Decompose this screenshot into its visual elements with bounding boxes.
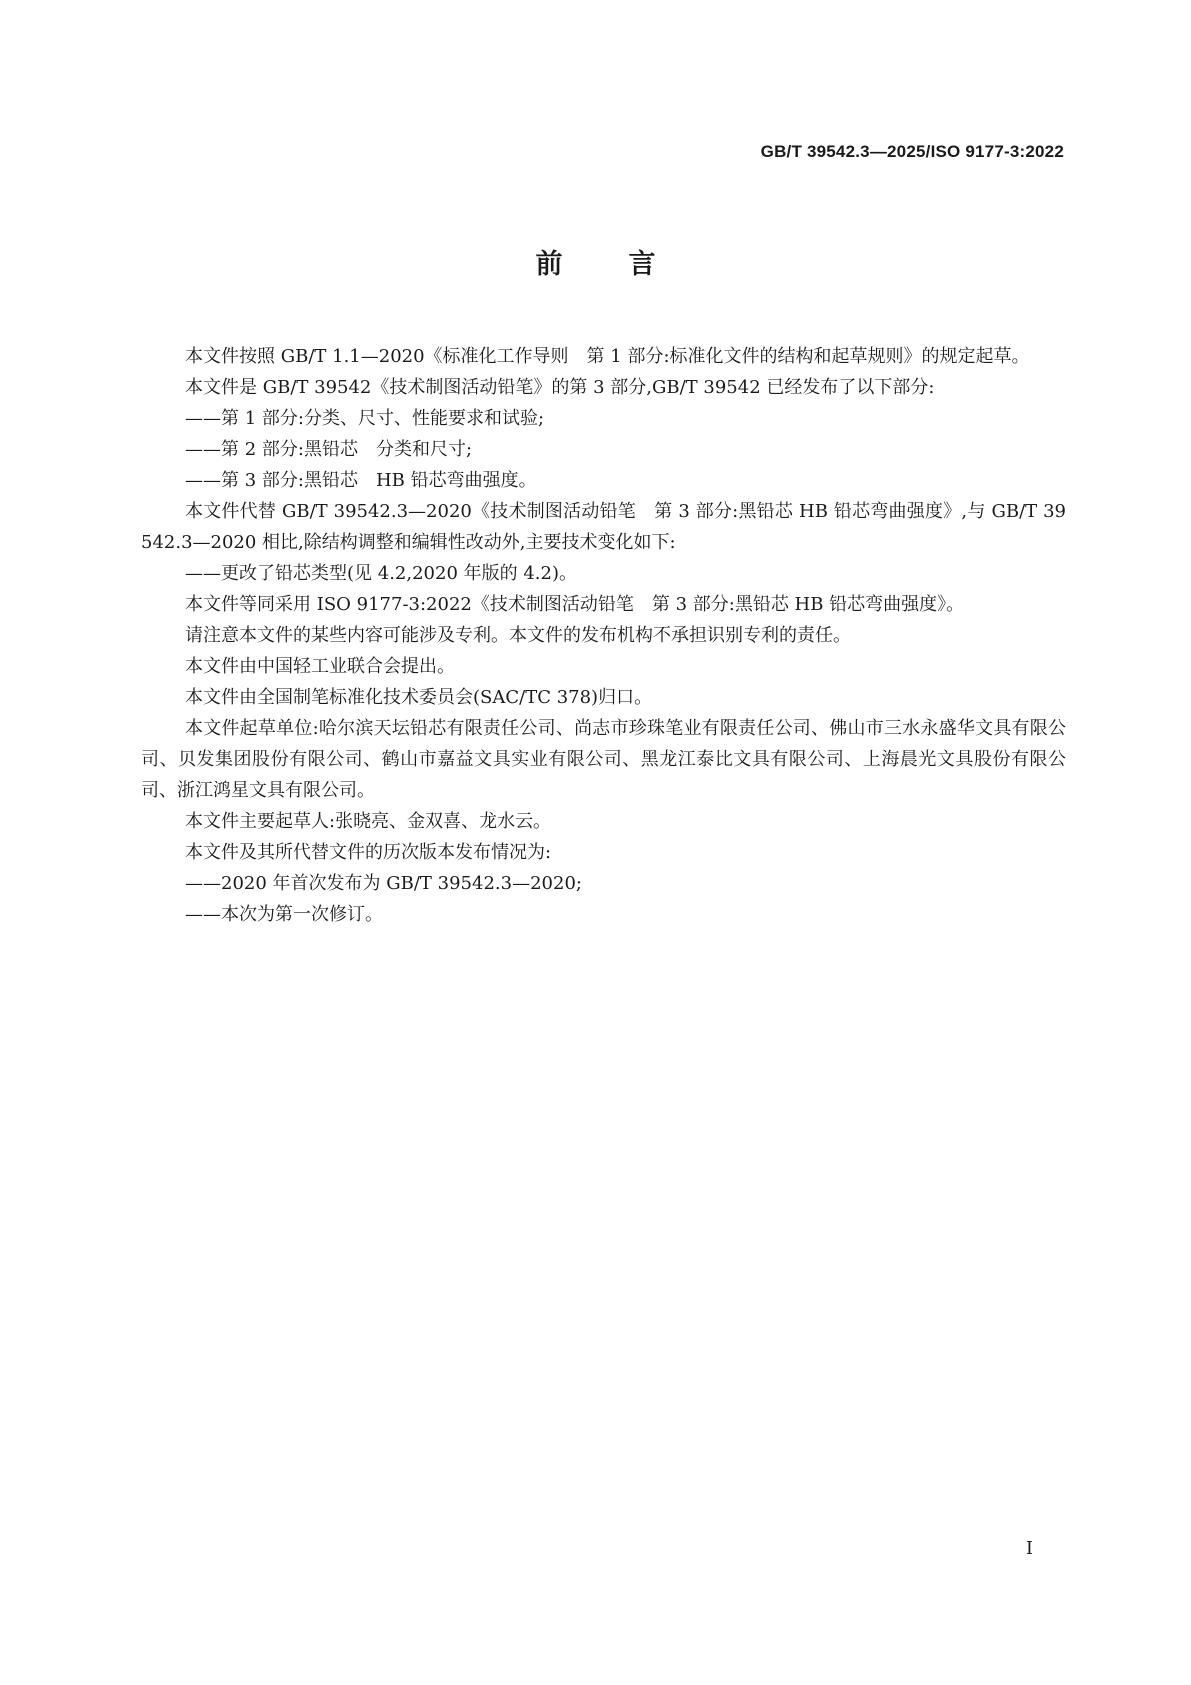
- list-item-part-1: ——第 1 部分:分类、尺寸、性能要求和试验;: [185, 408, 545, 429]
- paragraph-drafting-rules: 本文件按照 GB/T 1.1—2020《标准化工作导则 第 1 部分:标准化文件的结构和起草规则》的规定起草。: [185, 346, 1030, 367]
- paragraph-series-parts: 本文件是 GB/T 39542《技术制图活动铅笔》的第 3 部分,GB/T 39542 已经发布了以下部分:: [185, 377, 935, 398]
- paragraph-iso-adoption: 本文件等同采用 ISO 9177-3:2022《技术制图活动铅笔 第 3 部分:黑铅芯 HB 铅芯弯曲强度》。: [185, 594, 965, 615]
- list-item-first-edition: ——2020 年首次发布为 GB/T 39542.3—2020;: [185, 873, 582, 894]
- paragraph-drafters: 本文件主要起草人:张晓亮、金双喜、龙水云。: [185, 811, 552, 832]
- list-item-technical-change: ——更改了铅芯类型(见 4.2,2020 年版的 4.2)。: [185, 563, 577, 584]
- paragraph-patent-notice: 请注意本文件的某些内容可能涉及专利。本文件的发布机构不承担识别专利的责任。: [185, 625, 851, 646]
- list-item-part-3: ——第 3 部分:黑铅芯 HB 铅芯弯曲强度。: [185, 470, 537, 491]
- page-title: 前言: [535, 249, 722, 280]
- paragraph-replacement: 本文件代替 GB/T 39542.3—2020《技术制图活动铅笔 第 3 部分:黑铅芯 HB 铅芯弯曲强度》,与 GB/T 39542.3—2020 相比,除结构调整和编辑性改动外,主要技术变化如下:: [141, 501, 1066, 553]
- list-item-part-2: ——第 2 部分:黑铅芯 分类和尺寸;: [185, 439, 473, 460]
- paragraph-committee: 本文件由全国制笔标准化技术委员会(SAC/TC 378)归口。: [185, 687, 653, 708]
- paragraph-drafting-units: 本文件起草单位:哈尔滨天坛铅芯有限责任公司、尚志市珍珠笔业有限责任公司、佛山市三水永盛华文具有限公司、贝发集团股份有限公司、鹤山市嘉益文具实业有限公司、黑龙江泰比文具有限公司、上海晨光文具股份有限公司、浙江鸿星文具有限公司。: [141, 718, 1066, 801]
- list-item-first-revision: ——本次为第一次修订。: [185, 904, 383, 925]
- paragraph-proposer: 本文件由中国轻工业联合会提出。: [185, 656, 455, 677]
- page-number: I: [1025, 1538, 1033, 1559]
- standard-code-header: GB/T 39542.3—2025/ISO 9177-3:2022: [760, 142, 1064, 161]
- foreword-body: [141, 341, 1066, 930]
- paragraph-version-history: 本文件及其所代替文件的历次版本发布情况为:: [185, 842, 552, 863]
